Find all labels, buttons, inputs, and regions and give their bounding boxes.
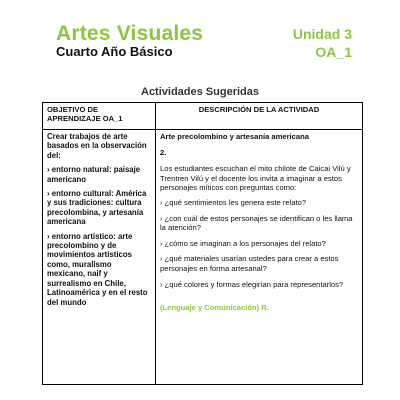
- objective-item: › entorno artístico: arte precolombino y de movimientos artísticos como, muralismo mexicano, naif y surrealismo en Chile, Latinoamérica y en el resto del mundo: [47, 231, 148, 307]
- grade-label: Cuarto Año Básico: [56, 44, 173, 59]
- oa-label: OA_1: [315, 44, 352, 60]
- activity-question: › ¿qué colores y formas elegirían para representarlos?: [160, 279, 344, 289]
- table-row: [43, 130, 363, 385]
- column-header-objective: OBJETIVO DE APRENDIZAJE OA_1: [43, 103, 156, 130]
- activity-question: › ¿con cuál de estos personajes se identifican o les llama la atención?: [160, 213, 353, 233]
- page-header: [0, 0, 400, 75]
- objective-item: › entorno cultural: América y sus tradiciones: cultura precolombina, y artesanía americana: [47, 189, 147, 227]
- column-header-description: DESCRIPCIÓN DE LA ACTIVIDAD: [156, 103, 363, 130]
- activity-number: 2.: [160, 147, 167, 157]
- activities-table: [42, 102, 363, 385]
- integration-note: (Lenguaje y Comunicación) R.: [160, 303, 269, 313]
- section-title: Actividades Sugeridas: [141, 86, 259, 98]
- table-header-row: [43, 103, 363, 130]
- unit-label: Unidad 3: [292, 26, 352, 42]
- activity-question: › ¿cómo se imaginan a los personajes del relato?: [160, 238, 326, 248]
- objective-item: › entorno natural: paisaje americano: [47, 165, 141, 184]
- objective-intro: Crear trabajos de arte basados en la observación del:: [47, 132, 147, 160]
- activity-question: › ¿qué sentimientos les genera este relato?: [160, 197, 307, 207]
- subject-title: Artes Visuales: [56, 22, 204, 45]
- activity-cell: [156, 130, 363, 385]
- activity-description: Los estudiantes escuchan el mito chilote de Caicai Vilú y Trentren Vilú y el docente los invita a imaginar a estos personajes míticos con preguntas como:: [160, 164, 351, 193]
- objective-cell: [43, 130, 156, 385]
- activity-title: Arte precolombino y artesanía americana: [160, 132, 309, 141]
- activity-question: › ¿qué materiales usarían ustedes para crear a estos personajes en forma artesanal?: [160, 254, 339, 273]
